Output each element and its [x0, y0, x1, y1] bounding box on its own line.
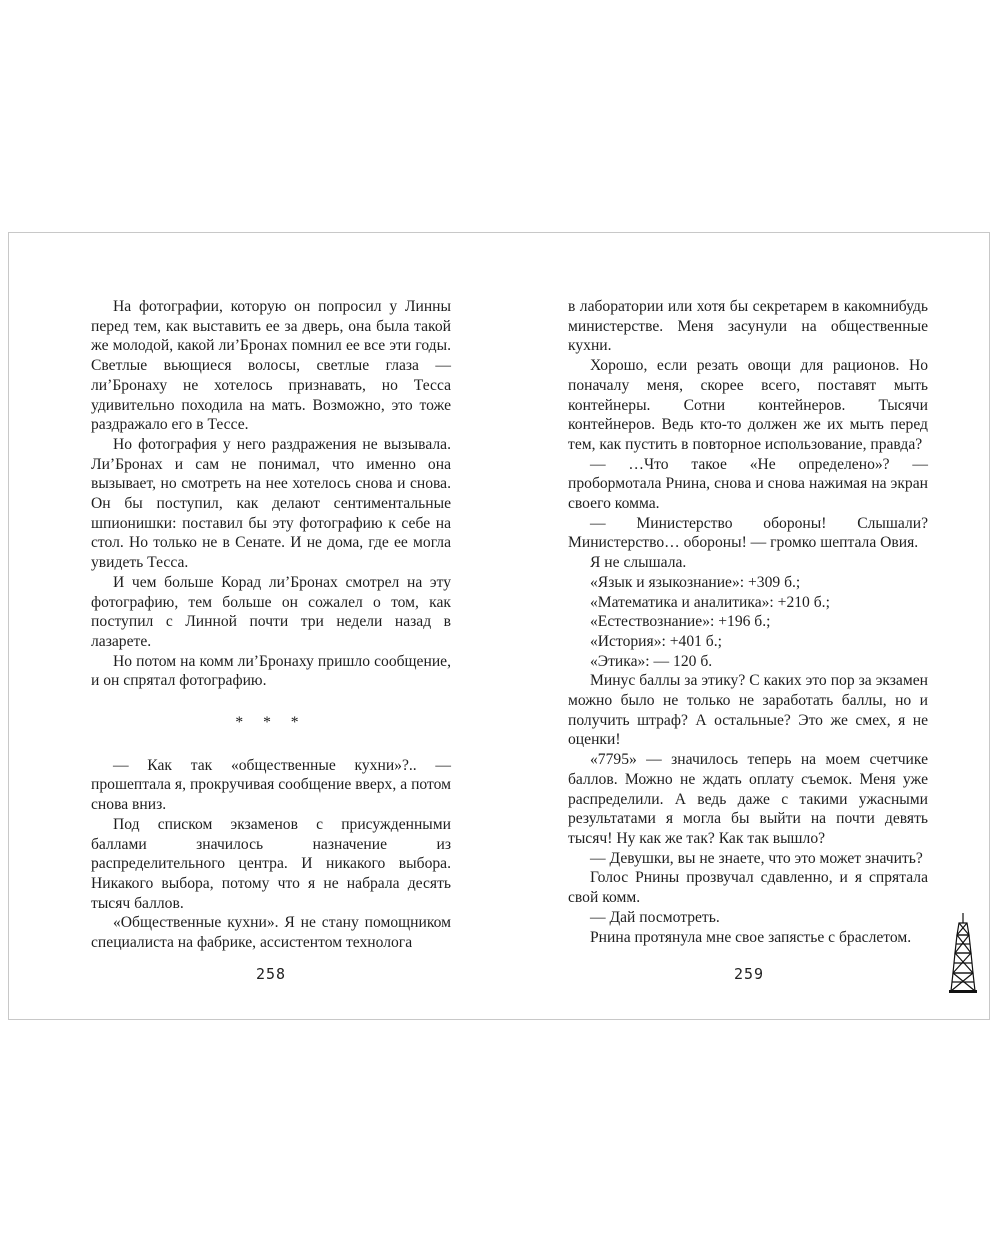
- paragraph: «Язык и языкознание»: +309 б.;: [590, 573, 801, 591]
- page-number-left: 258: [255, 965, 287, 983]
- tower-icon: [945, 913, 981, 993]
- page-number-right: 259: [733, 965, 765, 983]
- paragraph: в лаборатории или хотя бы секретарем в какомнибудь министерстве. Меня засунули на общественные кухни.: [568, 298, 928, 355]
- scene-separator: * * *: [235, 714, 307, 732]
- paragraph: Но потом на комм ли’Бронаху пришло сообщение, и он спрятал фотографию.: [91, 652, 451, 690]
- paragraph: На фотографии, которую он попросил у Линны перед тем, как выставить ее за дверь, она была такой же молодой, какой ли’Бронах помнил ее все эти годы. Светлые вьющиеся волосы, светлые глаза — ли’Бронаху не хотелось признавать, но Тесса удивительно походила на мать. Возможно, это тоже раздражало его в Тессе.: [91, 298, 451, 434]
- paragraph: И чем больше Корад ли’Бронах смотрел на эту фотографию, тем больше он сожалел о том, как поступил с Линной почти три недели назад в лазарете.: [91, 573, 451, 650]
- left-page-text: [91, 297, 451, 953]
- paragraph: — Как так «общественные кухни»?.. — прошептала я, прокручивая сообщение вверх, а потом снова вниз.: [91, 756, 451, 814]
- paragraph: Голос Рнины прозвучал сдавленно, и я спрятала свой комм.: [568, 869, 928, 907]
- paragraph: «История»: +401 б.;: [590, 632, 722, 650]
- paragraph: Хорошо, если резать овощи для рационов. Но поначалу меня, скорее всего, поставят мыть контейнеры. Сотни контейнеров. Тысячи контейнеров. Ведь кто-то должен же их мыть перед тем, как пустить в повторное использование, правда?: [568, 357, 928, 453]
- paragraph: «Естествознание»: +196 б.;: [590, 613, 771, 631]
- paragraph: — Дай посмотреть.: [590, 908, 720, 926]
- book-spread: [8, 232, 990, 1020]
- paragraph: Я не слышала.: [590, 554, 687, 572]
- paragraph: «Общественные кухни». Я не стану помощником специалиста на фабрике, ассистентом технолога: [91, 914, 451, 952]
- paragraph: Рнина протянула мне свое запястье с браслетом.: [590, 928, 912, 946]
- paragraph: — Девушки, вы не знаете, что это может значить?: [590, 849, 923, 867]
- paragraph: — Министерство обороны! Слышали? Министерство… обороны! — громко шептала Овия.: [568, 514, 928, 552]
- paragraph: «7795» — значилось теперь на моем счетчике баллов. Можно не ждать оплату съемок. Меня уже распределили. А ведь даже с такими ужасными результатами я могла бы выйти на почти девять тысяч! Ну как же так? Как так вышло?: [568, 751, 928, 847]
- paragraph: Но фотография у него раздражения не вызывала. Ли’Бронах и сам не понимал, что именно она вызывает, но смотреть на нее хотелось снова и снова. Он бы поступил, как делают сентиментальные шпионишки: поставил бы эту фотографию к себе на стол. Но только не в Сенате. И не дома, где ее могла увидеть Тесса.: [91, 435, 451, 572]
- paragraph: Минус баллы за этику? С каких это пор за экзамен можно было не только не заработать баллы, но и получить штраф? А остальные? Это же смех, я не оценки!: [568, 672, 928, 749]
- right-page-text: [568, 297, 928, 947]
- paragraph: «Этика»: — 120 б.: [590, 652, 713, 670]
- paragraph: — …Что такое «Не определено»? — пробормотала Рнина, снова и снова нажимая на экран своего комма.: [568, 455, 928, 513]
- paragraph: «Математика и аналитика»: +210 б.;: [590, 593, 830, 611]
- paragraph: Под списком экзаменов с присужденными баллами значилось назначение из распределительного центра. И никакого выбора. Никакого выбора, потому что я не набрала десять тысяч баллов.: [91, 815, 451, 912]
